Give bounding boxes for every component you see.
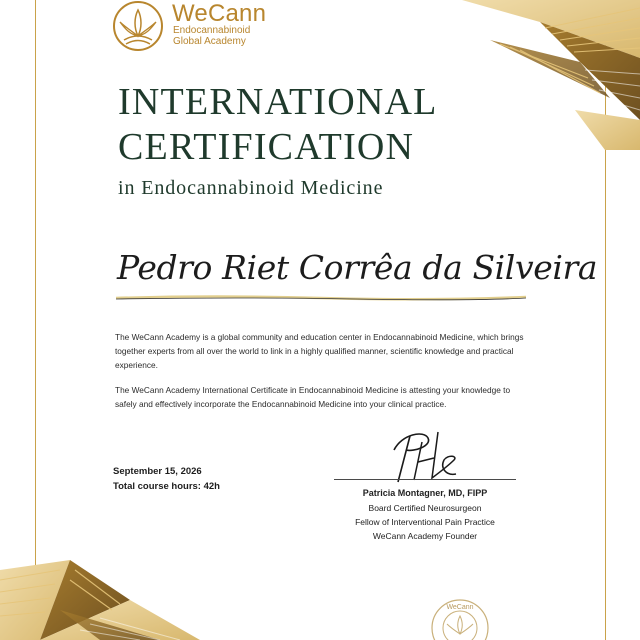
signature-line — [334, 479, 516, 480]
certificate-date: September 15, 2026 — [113, 466, 202, 477]
wecann-seal — [430, 596, 490, 640]
certificate-title-line2: CERTIFICATION — [118, 126, 415, 168]
handwritten-signature — [388, 424, 468, 486]
certificate-title-line1: INTERNATIONAL — [118, 81, 438, 123]
certificate-subtitle: in Endocannabinoid Medicine — [118, 177, 384, 199]
signer-title-2: Fellow of Interventional Pain Practice — [355, 517, 495, 527]
bottom-left-gold-pattern — [0, 540, 240, 640]
logo-mark-icon — [110, 0, 166, 56]
body-paragraph-2: The WeCann Academy International Certificate in Endocannabinoid Medicine is attesting your knowledge to safely and effectively incorporate the Endocannabinoid Medicine into your clinical practice. — [115, 385, 511, 409]
signer-name: Patricia Montagner, MD, FIPP — [362, 488, 488, 498]
seal-text: WeCann — [446, 604, 474, 611]
recipient-name: Pedro Riet Corrêa da Silveira — [117, 248, 598, 287]
signer-title-3: WeCann Academy Founder — [372, 531, 478, 541]
wecann-logo — [110, 0, 270, 56]
brand-subtitle — [173, 26, 250, 47]
brand-subtitle-line2: Global Academy — [173, 35, 246, 47]
brand-subtitle-line1: Endocannabinoid — [173, 25, 251, 36]
body-paragraph-1: The WeCann Academy is a global community and education center in Endocannabinoid Medicine, which brings together experts from all over the world to link in a highly qualified manner, scientific knowledge and practical experience. — [115, 332, 524, 370]
signer-title-1: Board Certified Neurosurgeon — [368, 503, 482, 513]
recipient-underline — [116, 294, 526, 302]
brand-name: WeCann — [172, 0, 267, 27]
course-hours: Total course hours: 42h — [113, 481, 220, 492]
